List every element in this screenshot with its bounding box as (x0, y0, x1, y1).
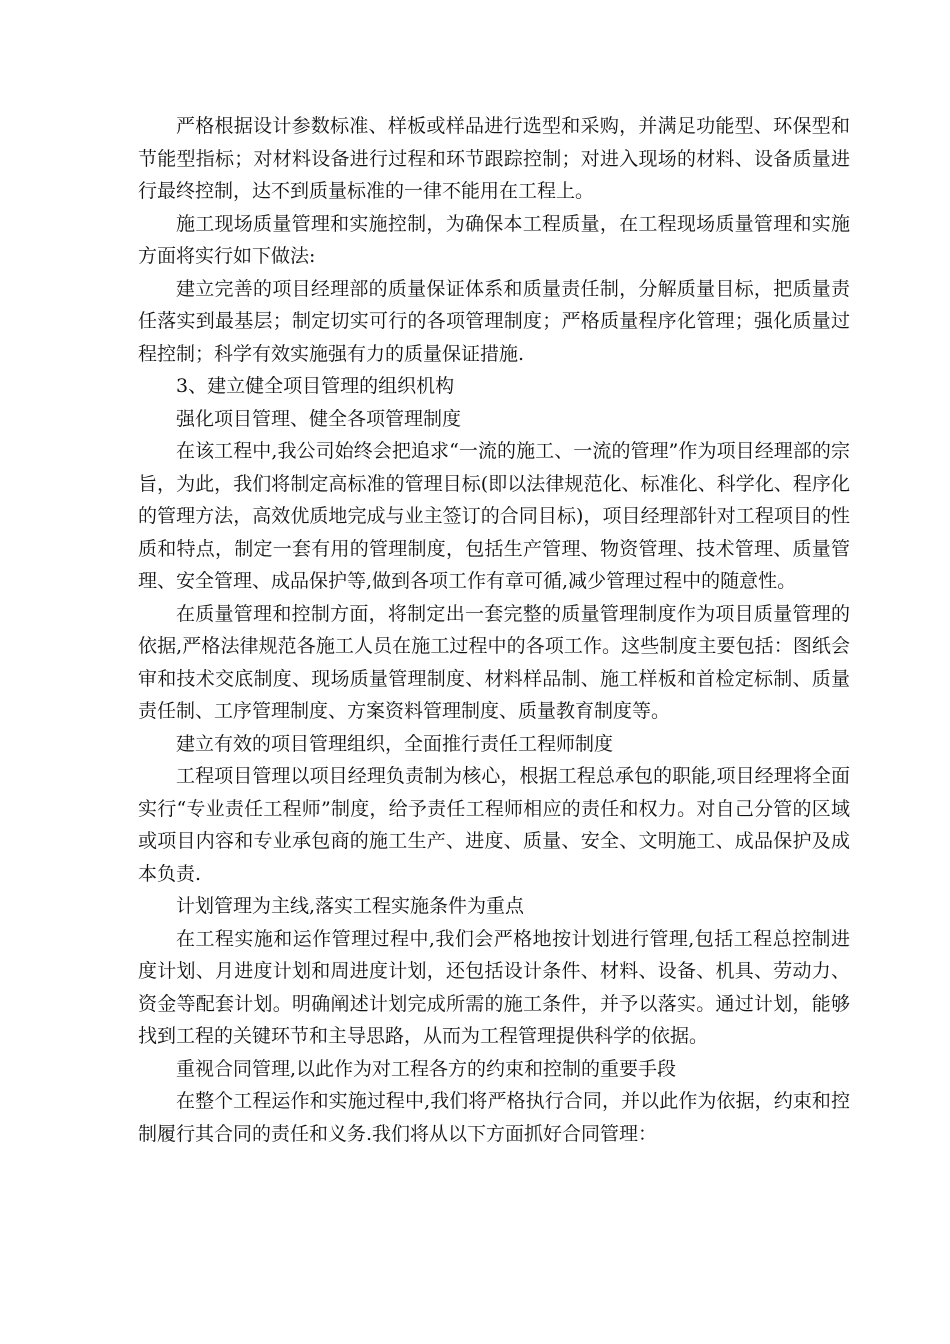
section-heading-organization: 3、建立健全项目管理的组织机构 (176, 375, 455, 397)
subheading-management-system: 强化项目管理、健全各项管理制度 (176, 407, 462, 430)
paragraph-quality-system: 建立完善的项目经理部的质量保证体系和质量责任制，分解质量目标，把质量责任落实到最基层；制定切实可行的各项管理制度；严格质量程序化管理；强化质量过程控制；科学有效实施强有力的质量保证措施. (138, 277, 850, 365)
paragraph-management-goals: 在该工程中,我公司始终会把追求“一流的施工、一流的管理”作为项目经理部的宗旨，为此，我们将制定高标准的管理目标(即以法律规范化、标准化、科学化、程序化的管理方法，高效优质地完成与业主签订的合同目标)，项目经理部针对工程项目的性质和特点，制定一套有用的管理制度，包括生产管理、物资管理、技术管理、质量管理、安全管理、成品保护等,做到各项工作有章可循,减少管理过程中的随意性。 (138, 440, 850, 592)
paragraph-quality-regulations: 在质量管理和控制方面，将制定出一套完整的质量管理制度作为项目质量管理的依据,严格法律规范各施工人员在施工过程中的各项工作。这些制度主要包括：图纸会审和技术交底制度、现场质量管理制度、材料样品制、施工样板和首检定标制、质量责任制、工序管理制度、方案资料管理制度、质量教育制度等。 (138, 602, 850, 722)
paragraph-schedule-plans: 在工程实施和运作管理过程中,我们会严格地按计划进行管理,包括工程总控制进度计划、月进度计划和周进度计划，还包括设计条件、材料、设备、机具、劳动力、资金等配套计划。明确阐述计划完成所需的施工条件，并予以落实。通过计划，能够找到工程的关键环节和主导思路，从而为工程管理提供科学的依据。 (138, 927, 850, 1047)
paragraph-contract-execution: 在整个工程运作和实施过程中,我们将严格执行合同，并以此作为依据，约束和控制履行其合同的责任和义务.我们将从以下方面抓好合同管理： (138, 1090, 850, 1145)
paragraph-material-selection: 严格根据设计参数标准、样板或样品进行选型和采购，并满足功能型、环保型和节能型指标；对材料设备进行过程和环节跟踪控制；对进入现场的材料、设备质量进行最终控制，达不到质量标准的一律不能用在工程上。 (138, 115, 850, 202)
document-body (138, 110, 850, 1150)
subheading-responsible-engineer: 建立有效的项目管理组织，全面推行责任工程师制度 (176, 732, 614, 755)
subheading-contract-management: 重视合同管理,以此作为对工程各方的约束和控制的重要手段 (176, 1057, 677, 1080)
paragraph-project-manager-responsibility: 工程项目管理以项目经理负责制为核心，根据工程总承包的职能,项目经理将全面实行“专业责任工程师”制度，给予责任工程师相应的责任和权力。对自己分管的区域或项目内容和专业承包商的施工生产、进度、质量、安全、文明施工、成品保护及成本负责. (138, 765, 850, 885)
subheading-plan-management: 计划管理为主线,落实工程实施条件为重点 (176, 895, 525, 917)
paragraph-site-quality-control: 施工现场质量管理和实施控制，为确保本工程质量，在工程现场质量管理和实施方面将实行如下做法: (138, 212, 850, 267)
